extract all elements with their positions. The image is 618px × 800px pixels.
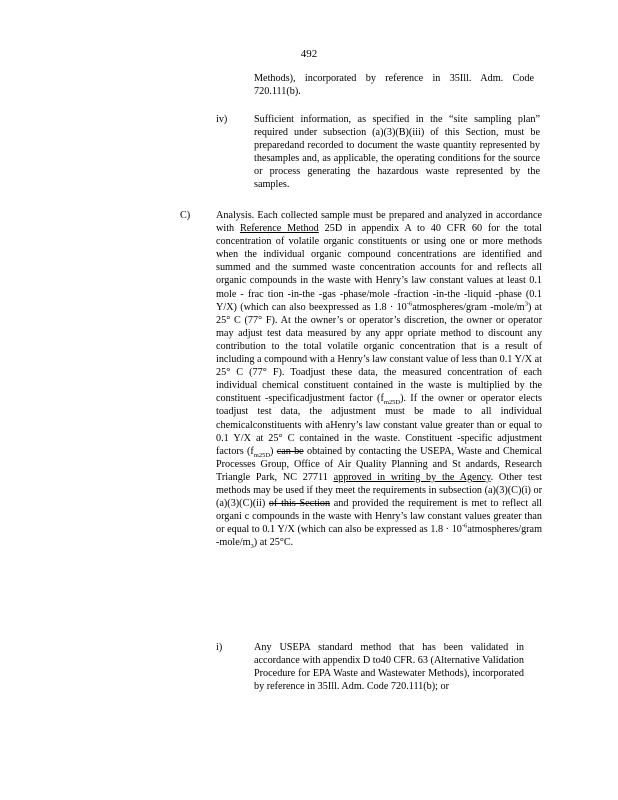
subscript-2: m25D bbox=[253, 451, 271, 459]
exponent-1: -6 bbox=[406, 300, 413, 308]
item-c-text-10: atmospheres/gram -mole/m bbox=[216, 524, 542, 549]
page-number: 492 bbox=[300, 48, 318, 60]
item-c-text-2: 25D in appendix A to 40 CFR 60 for the total concentration of volatile organic constituents or using one or more methods when the individual organic compound concentrations are identified and summed and the summed waste concentration accounts for and reflects all organic compounds in the waste with Henry’s law constant values at least 0.1 mole - frac tion -in-the -gas -phase/mole -fraction -in-the -liquid -phase (0.1 Y/X) (which can also beexpressed as 1.8 · 10 bbox=[216, 223, 543, 313]
item-c-text-7: obtained by contacting the USEPA, Waste and Chemical Processes Group, Office of Air Quality Planning and St andards, Research Triangle Park, NC 27711 bbox=[216, 445, 542, 483]
deleted-of-this-section: of this Section bbox=[268, 498, 331, 510]
subscript-3: 3 bbox=[250, 543, 254, 551]
item-c-text-9: and provided the requirement is met to reflect all organi c compounds in the waste with Henry’s law constant values greater than or equal to 0.1 Y/X (which can also be expressed as 1.8 · 10 bbox=[216, 498, 542, 536]
subscript-1: m25D bbox=[383, 399, 401, 407]
item-c-marker: C) bbox=[180, 210, 191, 221]
reference-method-inserted: Reference Method bbox=[239, 223, 319, 235]
item-c-text-11: ) at 25°C. bbox=[253, 537, 294, 549]
intro-paragraph-tail: Methods), incorporated by reference in 35Ill. Adm. Code 720.111(b). bbox=[254, 73, 534, 98]
exponent-3: -6 bbox=[461, 522, 468, 530]
item-c-text-8: . Other test methods may be used if they meet the requirements in subsection (a)(3)(C)(i) or (a)(3)(C)(ii) bbox=[216, 471, 542, 510]
deleted-can-be: can be bbox=[276, 445, 304, 457]
item-i-paragraph: Any USEPA standard method that has been validated in accordance with appendix D to40 CFR. 63 (Alternative Validation Procedure for EPA Waste and Wastewater Methods), incorporated by reference in 35Ill. Adm. Code 720.111(b); or bbox=[254, 642, 524, 693]
item-c-text-1: Analysis. Each collected sample must be prepared and analyzed in accordance with bbox=[216, 210, 542, 235]
item-c-text-4: ) at 25° C (77° F). At the owner’s or operator’s discretion, the owner or operator may adjust test data measured by any appr opriate method to discount any contribution to the total volatile organic concentration that is a result of including a compound with a Henry’s law constant value of less than 0.1 Y/X at 25° C (77° F). Toadjust these data, the measured concentration of each individual chemical constituent contained in the waste is multiplied by the constituent -specificadjustment factor (f bbox=[216, 301, 543, 405]
item-iv-marker: iv) bbox=[216, 114, 228, 125]
item-iv-paragraph: Sufficient information, as specified in the “site sampling plan” required under subsection (a)(3)(B)(iii) of this Section, must be preparedand recorded to document the waste quantity represented by thesamples and, as applicable, the operating conditions for the source or process generating the hazardous waste represented by the samples. bbox=[254, 114, 540, 191]
item-c-text-5: ). If the owner or operator elects toadjust test data, the adjustment must be made to all individual chemicalconstituents with aHenry’s law constant value greater than or equal to 0.1 Y/X at 25° C contained in the waste. Constituent -specific adjustment factors (f bbox=[216, 393, 542, 457]
exponent-2: 3 bbox=[524, 300, 528, 308]
item-i-marker: i) bbox=[216, 642, 223, 653]
item-c-text-6: ) bbox=[270, 445, 274, 457]
item-c-text-3: atmospheres/gram -mole/m bbox=[412, 301, 525, 313]
item-c-paragraph bbox=[216, 209, 542, 549]
inserted-approved-by-agency: approved in writing by the Agency bbox=[333, 471, 491, 483]
